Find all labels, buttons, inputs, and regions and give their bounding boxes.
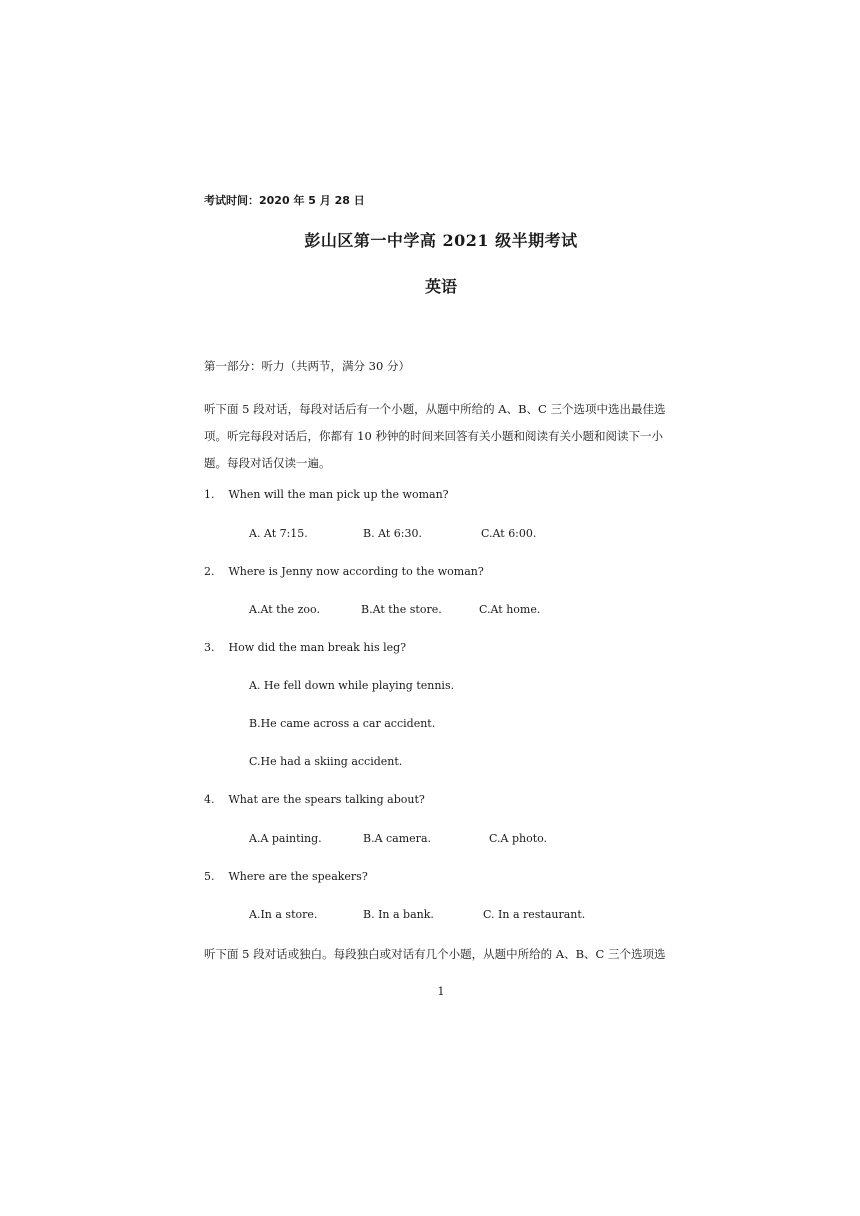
exam-title: 彭山区第一中学高 2021 级半期考试 <box>304 231 578 250</box>
option-a: A. He fell down while playing tennis. <box>249 679 455 692</box>
question-5 <box>204 870 368 883</box>
instruction-line: 题。每段对话仅读一遍。 <box>204 456 331 470</box>
option-b: B.At the store. <box>361 603 442 616</box>
exam-time: 考试时间：2020 年 5 月 28 日 <box>204 194 365 207</box>
option-a: A. At 7:15. <box>249 527 308 540</box>
option-c: C. In a restaurant. <box>483 908 586 921</box>
question-1 <box>204 488 449 501</box>
option-a: A.At the zoo. <box>249 603 320 616</box>
option-c: C.At 6:00. <box>481 527 537 540</box>
next-section-instructions: 听下面 5 段对话或独白。每段独白或对话有几个小题，从题中所给的 A、B、C 三个选项选 <box>204 947 666 961</box>
question-2 <box>204 565 484 578</box>
option-a: A.In a store. <box>249 908 318 921</box>
subject-row <box>0 274 860 297</box>
instruction-line: 听下面 5 段对话，每段对话后有一个小题，从题中所给的 A、B、C 三个选项中选出最佳选 <box>204 402 666 416</box>
question-text: How did the man break his leg? <box>228 641 407 654</box>
question-number: 2. <box>204 565 215 578</box>
page-number-row <box>0 985 860 998</box>
question-text: Where are the speakers? <box>228 870 368 883</box>
instruction-line: 项。听完每段对话后，你都有 10 秒钟的时间来回答有关小题和阅读有关小题和阅读下一小 <box>204 429 663 443</box>
question-3 <box>204 641 406 654</box>
question-text: When will the man pick up the woman? <box>228 488 449 501</box>
option-c: C.He had a skiing accident. <box>249 755 403 768</box>
option-b: B. In a bank. <box>363 908 434 921</box>
question-text: Where is Jenny now according to the woman? <box>228 565 484 578</box>
question-number: 5. <box>204 870 215 883</box>
option-c: C.At home. <box>479 603 541 616</box>
page-number: 1 <box>437 985 445 998</box>
section-instructions <box>204 396 684 477</box>
option-b: B.A camera. <box>363 832 431 845</box>
question-number: 1. <box>204 488 215 501</box>
option-a: A.A painting. <box>249 832 322 845</box>
option-b: B.He came across a car accident. <box>249 717 436 730</box>
question-number: 3. <box>204 641 215 654</box>
question-4 <box>204 793 425 806</box>
subject-title: 英语 <box>424 277 457 296</box>
section-title: 第一部分：听力（共两节，满分 30 分） <box>204 359 410 373</box>
exam-title-row <box>0 228 860 251</box>
option-b: B. At 6:30. <box>363 527 422 540</box>
question-text: What are the spears talking about? <box>228 793 425 806</box>
option-c: C.A photo. <box>489 832 548 845</box>
question-number: 4. <box>204 793 215 806</box>
